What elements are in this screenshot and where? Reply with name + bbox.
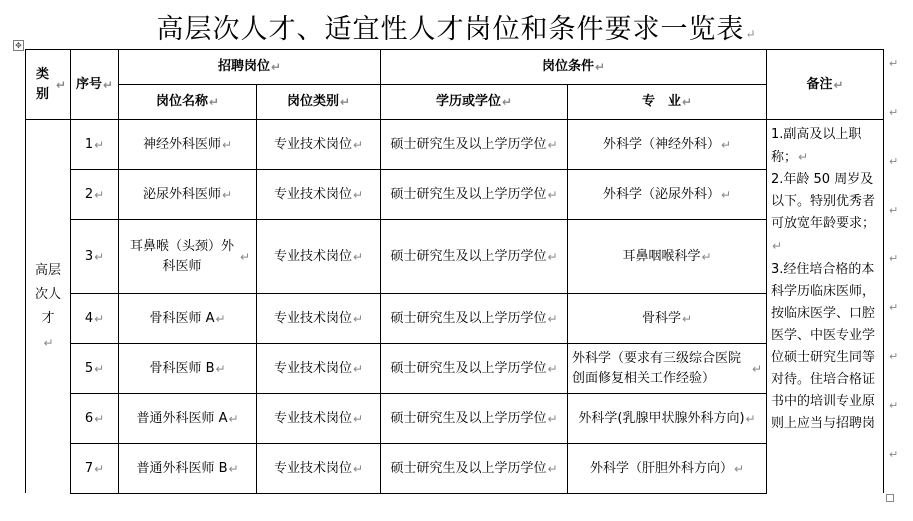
position-type-cell-text: 专业技术岗位 (273, 186, 352, 202)
position-type-cell: 专业技术岗位 ↵ (257, 444, 380, 493)
major-cell: 外科学（泌尿外科） ↵ (568, 170, 766, 219)
position-type-cell: 专业技术岗位 ↵ (257, 120, 380, 169)
seq-cell: 5 ↵ (71, 344, 118, 393)
remark-cell (771, 124, 883, 435)
education-cell-text: 硕士研究生及以上学历学位 (390, 360, 547, 376)
header-position-type: 岗位类别 ↵ (286, 94, 351, 109)
seq-cell: 7 ↵ (71, 444, 118, 493)
position-type-cell-text: 专业技术岗位 (273, 310, 352, 326)
major-cell-text: 外科学（神经外科） (602, 136, 720, 152)
education-cell: 硕士研究生及以上学历学位 ↵ (381, 294, 567, 343)
remark-line-1: 1.副高及以上职称；↵ (771, 127, 862, 166)
position-type-cell: 专业技术岗位 ↵ (257, 394, 380, 443)
seq-cell: 4 ↵ (71, 294, 118, 343)
position-name-cell: 普通外科医师 A ↵ (119, 394, 256, 443)
position-type-cell: 专业技术岗位 ↵ (257, 344, 380, 393)
major-cell: 外科学(乳腺甲状腺外科方向) ↵ (568, 394, 766, 443)
position-name-cell: 骨科医师 B ↵ (119, 344, 256, 393)
seq-cell: 1 ↵ (71, 120, 118, 169)
header-condition-group: 岗位条件 ↵ (541, 59, 606, 74)
margin-mark: ↵ (889, 155, 899, 168)
margin-mark: ↵ (889, 301, 899, 314)
position-type-cell-text: 专业技术岗位 (273, 460, 352, 476)
position-name-cell-text: 普通外科医师 A (136, 410, 228, 426)
position-name-cell-text: 泌尿外科医师 (142, 186, 221, 202)
margin-mark: ↵ (889, 350, 899, 363)
seq-cell: 6 ↵ (71, 394, 118, 443)
major-cell: 外科学（肝胆外科方向） ↵ (568, 444, 766, 493)
seq-cell-text: 1 (84, 136, 94, 152)
margin-mark: ↵ (889, 106, 899, 119)
header-seq: 序号 ↵ (75, 76, 114, 92)
seq-cell-text: 2 (84, 186, 94, 202)
major-cell-text: 耳鼻咽喉科学 (622, 248, 701, 264)
position-name-cell: 普通外科医师 B ↵ (119, 444, 256, 493)
major-cell-text: 外科学（肝胆外科方向） (589, 460, 733, 476)
major-cell: 外科学（要求有三级综合医院创面修复相关工作经验） ↵ (568, 344, 766, 393)
position-name-cell-text: 普通外科医师 B (136, 460, 228, 476)
education-cell: 硕士研究生及以上学历学位 ↵ (381, 170, 567, 219)
header-remark: 备注 ↵ (806, 76, 844, 92)
page-title: 高层次人才、适宜性人才岗位和条件要求一览表↵ (156, 14, 757, 45)
seq-cell-text: 3 (84, 248, 94, 264)
major-cell-text: 外科学（泌尿外科） (602, 186, 720, 202)
education-cell: 硕士研究生及以上学历学位 ↵ (381, 120, 567, 169)
seq-cell-text: 4 (84, 310, 94, 326)
major-cell: 外科学（神经外科） ↵ (568, 120, 766, 169)
position-type-cell-text: 专业技术岗位 (273, 248, 352, 264)
seq-cell-text: 6 (84, 410, 94, 426)
major-cell-text: 骨科学 (641, 310, 681, 326)
major-cell: 骨科学 ↵ (568, 294, 766, 343)
education-cell-text: 硕士研究生及以上学历学位 (390, 248, 547, 264)
position-type-cell: 专业技术岗位 ↵ (257, 220, 380, 293)
table-resize-handle-icon[interactable] (886, 494, 894, 502)
position-name-cell: 神经外科医师 ↵ (119, 120, 256, 169)
position-type-cell: 专业技术岗位 ↵ (257, 170, 380, 219)
seq-cell-text: 7 (84, 460, 94, 476)
education-cell: 硕士研究生及以上学历学位 ↵ (381, 344, 567, 393)
education-cell: 硕士研究生及以上学历学位 ↵ (381, 394, 567, 443)
major-cell: 耳鼻咽喉科学 ↵ (568, 220, 766, 293)
seq-cell: 2 ↵ (71, 170, 118, 219)
header-education: 学历或学位 ↵ (435, 94, 513, 109)
margin-mark: ↵ (889, 204, 899, 217)
position-type-cell-text: 专业技术岗位 (273, 360, 352, 376)
remark-line-2: 2.年龄 50 周岁及以下。特别优秀者可放宽年龄要求；↵ (771, 172, 876, 254)
position-name-cell: 耳鼻喉（头颈）外科医师 ↵ (119, 220, 256, 293)
education-cell-text: 硕士研究生及以上学历学位 (390, 310, 547, 326)
seq-cell-text: 5 (84, 360, 94, 376)
education-cell-text: 硕士研究生及以上学历学位 (390, 460, 547, 476)
position-name-cell-text: 耳鼻喉（头颈）外科医师 (129, 238, 234, 274)
margin-mark: ↵ (889, 252, 899, 265)
margin-mark: ↵ (889, 399, 899, 412)
remark-line-3: 3.经住培合格的本科学历临床医师，按临床医学、口腔医学、中医专业学位硕士研究生同等对待。住培合格证书中的培训专业原则上应当与招聘岗 (771, 261, 876, 432)
major-cell-text: 外科学(乳腺甲状腺外科方向) (578, 410, 745, 426)
position-type-cell-text: 专业技术岗位 (273, 136, 352, 152)
table-move-handle-icon[interactable]: ✥ (13, 40, 24, 51)
position-name-cell-text: 神经外科医师 (142, 136, 221, 152)
position-name-cell-text: 骨科医师 A (149, 310, 215, 326)
position-type-cell-text: 专业技术岗位 (273, 410, 352, 426)
education-cell-text: 硕士研究生及以上学历学位 (390, 186, 547, 202)
header-position-name: 岗位名称 ↵ (155, 94, 220, 109)
header-major: 专 业 ↵ (641, 94, 693, 109)
category-cell: 高层 次人 才 ↵ (34, 262, 61, 350)
major-cell-text: 外科学（要求有三级综合医院创面修复相关工作经验） (572, 350, 742, 386)
education-cell: 硕士研究生及以上学历学位 ↵ (381, 444, 567, 493)
position-name-cell-text: 骨科医师 B (149, 360, 215, 376)
education-cell-text: 硕士研究生及以上学历学位 (390, 136, 547, 152)
position-name-cell: 泌尿外科医师 ↵ (119, 170, 256, 219)
seq-cell: 3 ↵ (71, 220, 118, 293)
header-category: 类别 ↵ (35, 66, 66, 102)
header-recruit-group: 招聘岗位 ↵ (217, 59, 282, 74)
education-cell-text: 硕士研究生及以上学历学位 (390, 410, 547, 426)
position-type-cell: 专业技术岗位 ↵ (257, 294, 380, 343)
margin-mark: ↵ (889, 57, 899, 70)
education-cell: 硕士研究生及以上学历学位 ↵ (381, 220, 567, 293)
position-name-cell: 骨科医师 A ↵ (119, 294, 256, 343)
margin-mark: ↵ (889, 448, 899, 461)
